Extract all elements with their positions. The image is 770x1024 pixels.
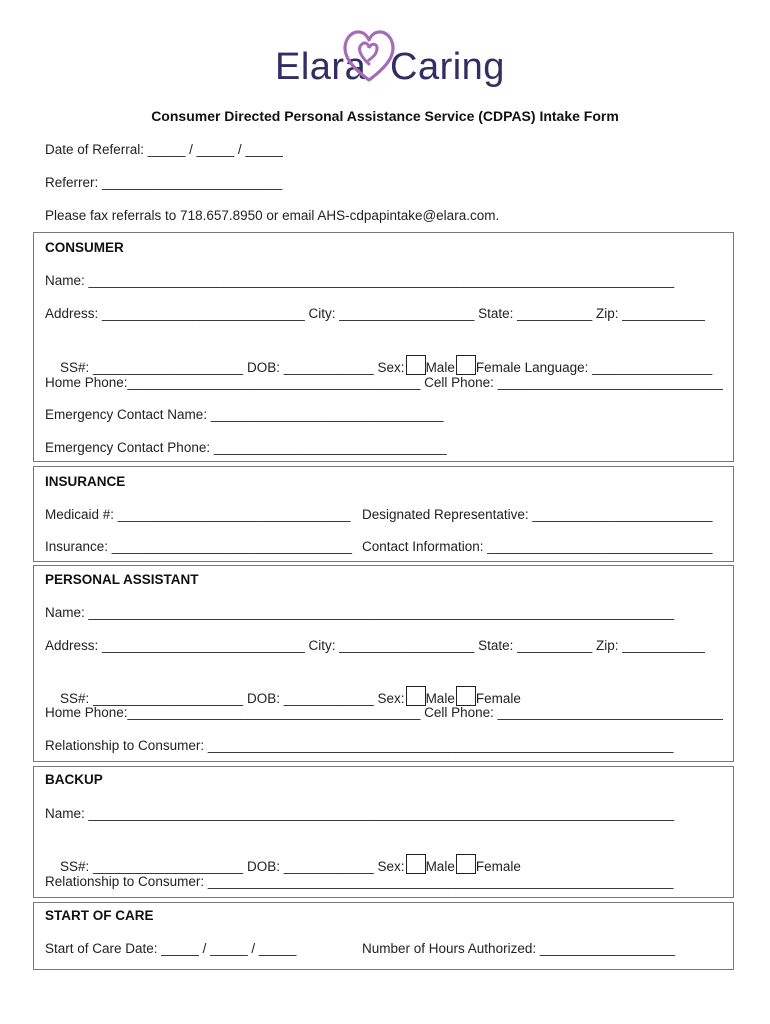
consumer-male-checkbox[interactable] <box>406 355 426 375</box>
pa-ss-dob-sex-label[interactable]: SS#: ____________________ DOB: ____________ Sex: <box>60 691 405 706</box>
backup-section-title: BACKUP <box>45 772 103 787</box>
consumer-female-language-label[interactable]: Female Language: ________________ <box>475 360 713 375</box>
start-of-care-section-title: START OF CARE <box>45 908 154 923</box>
logo-text-caring: Caring <box>390 46 505 88</box>
form-title: Consumer Directed Personal Assistance Service (CDPAS) Intake Form <box>151 108 619 124</box>
start-of-care-section <box>33 902 734 970</box>
designated-representative-field[interactable]: Designated Representative: ________________________ <box>362 507 713 522</box>
start-of-care-date-field[interactable]: Start of Care Date: _____ / _____ / _____ <box>45 941 297 956</box>
consumer-male-label: Male <box>425 360 455 375</box>
consumer-emergency-phone-field[interactable]: Emergency Contact Phone: _______________________________ <box>45 440 447 455</box>
personal-assistant-section <box>33 565 734 762</box>
elara-caring-logo <box>0 22 770 92</box>
pa-male-label: Male <box>425 691 455 706</box>
consumer-emergency-name-field[interactable]: Emergency Contact Name: _______________________________ <box>45 407 444 422</box>
insurance-field[interactable]: Insurance: ________________________________ <box>45 539 353 554</box>
pa-name-field[interactable]: Name: ______________________________________________________________________________ <box>45 605 675 620</box>
insurance-section-title: INSURANCE <box>45 474 126 489</box>
fax-referral-note: Please fax referrals to 718.657.8950 or email AHS-cdpapintake@elara.com. <box>45 208 500 223</box>
backup-male-checkbox[interactable] <box>406 854 426 874</box>
backup-female-label: Female <box>475 859 521 874</box>
pa-female-checkbox[interactable] <box>456 686 476 706</box>
backup-relationship-field[interactable]: Relationship to Consumer: ______________________________________________________________ <box>45 874 674 889</box>
medicaid-field[interactable]: Medicaid #: _______________________________ <box>45 507 351 522</box>
personal-assistant-section-title: PERSONAL ASSISTANT <box>45 572 199 587</box>
referrer-field[interactable]: Referrer: ________________________ <box>45 175 283 190</box>
consumer-name-field[interactable]: Name: ______________________________________________________________________________ <box>45 273 675 288</box>
pa-female-label: Female <box>475 691 521 706</box>
pa-address-field[interactable]: Address: ___________________________ City: __________________ State: __________ Zip: ___________ <box>45 638 705 653</box>
consumer-section-title: CONSUMER <box>45 240 124 255</box>
pa-phone-field[interactable]: Home Phone:_______________________________________ Cell Phone: ______________________________ <box>45 705 723 720</box>
backup-section <box>33 766 734 898</box>
logo-text-elara: Elara <box>275 46 367 88</box>
date-of-referral-field[interactable]: Date of Referral: _____ / _____ / _____ <box>45 142 283 157</box>
consumer-phone-field[interactable]: Home Phone:_______________________________________ Cell Phone: ______________________________ <box>45 375 723 390</box>
insurance-section <box>33 466 734 562</box>
backup-female-checkbox[interactable] <box>456 854 476 874</box>
backup-name-field[interactable]: Name: ______________________________________________________________________________ <box>45 806 675 821</box>
consumer-ss-dob-sex-label[interactable]: SS#: ____________________ DOB: ____________ Sex: <box>60 360 405 375</box>
backup-ss-dob-sex-label[interactable]: SS#: ____________________ DOB: ____________ Sex: <box>60 859 405 874</box>
hours-authorized-field[interactable]: Number of Hours Authorized: __________________ <box>362 941 675 956</box>
backup-male-label: Male <box>425 859 455 874</box>
consumer-address-field[interactable]: Address: ___________________________ City: __________________ State: __________ Zip: ___________ <box>45 306 705 321</box>
pa-male-checkbox[interactable] <box>406 686 426 706</box>
contact-information-field[interactable]: Contact Information: ______________________________ <box>362 539 713 554</box>
consumer-section <box>33 232 734 462</box>
consumer-female-checkbox[interactable] <box>456 355 476 375</box>
pa-relationship-field[interactable]: Relationship to Consumer: ______________________________________________________________ <box>45 738 674 753</box>
